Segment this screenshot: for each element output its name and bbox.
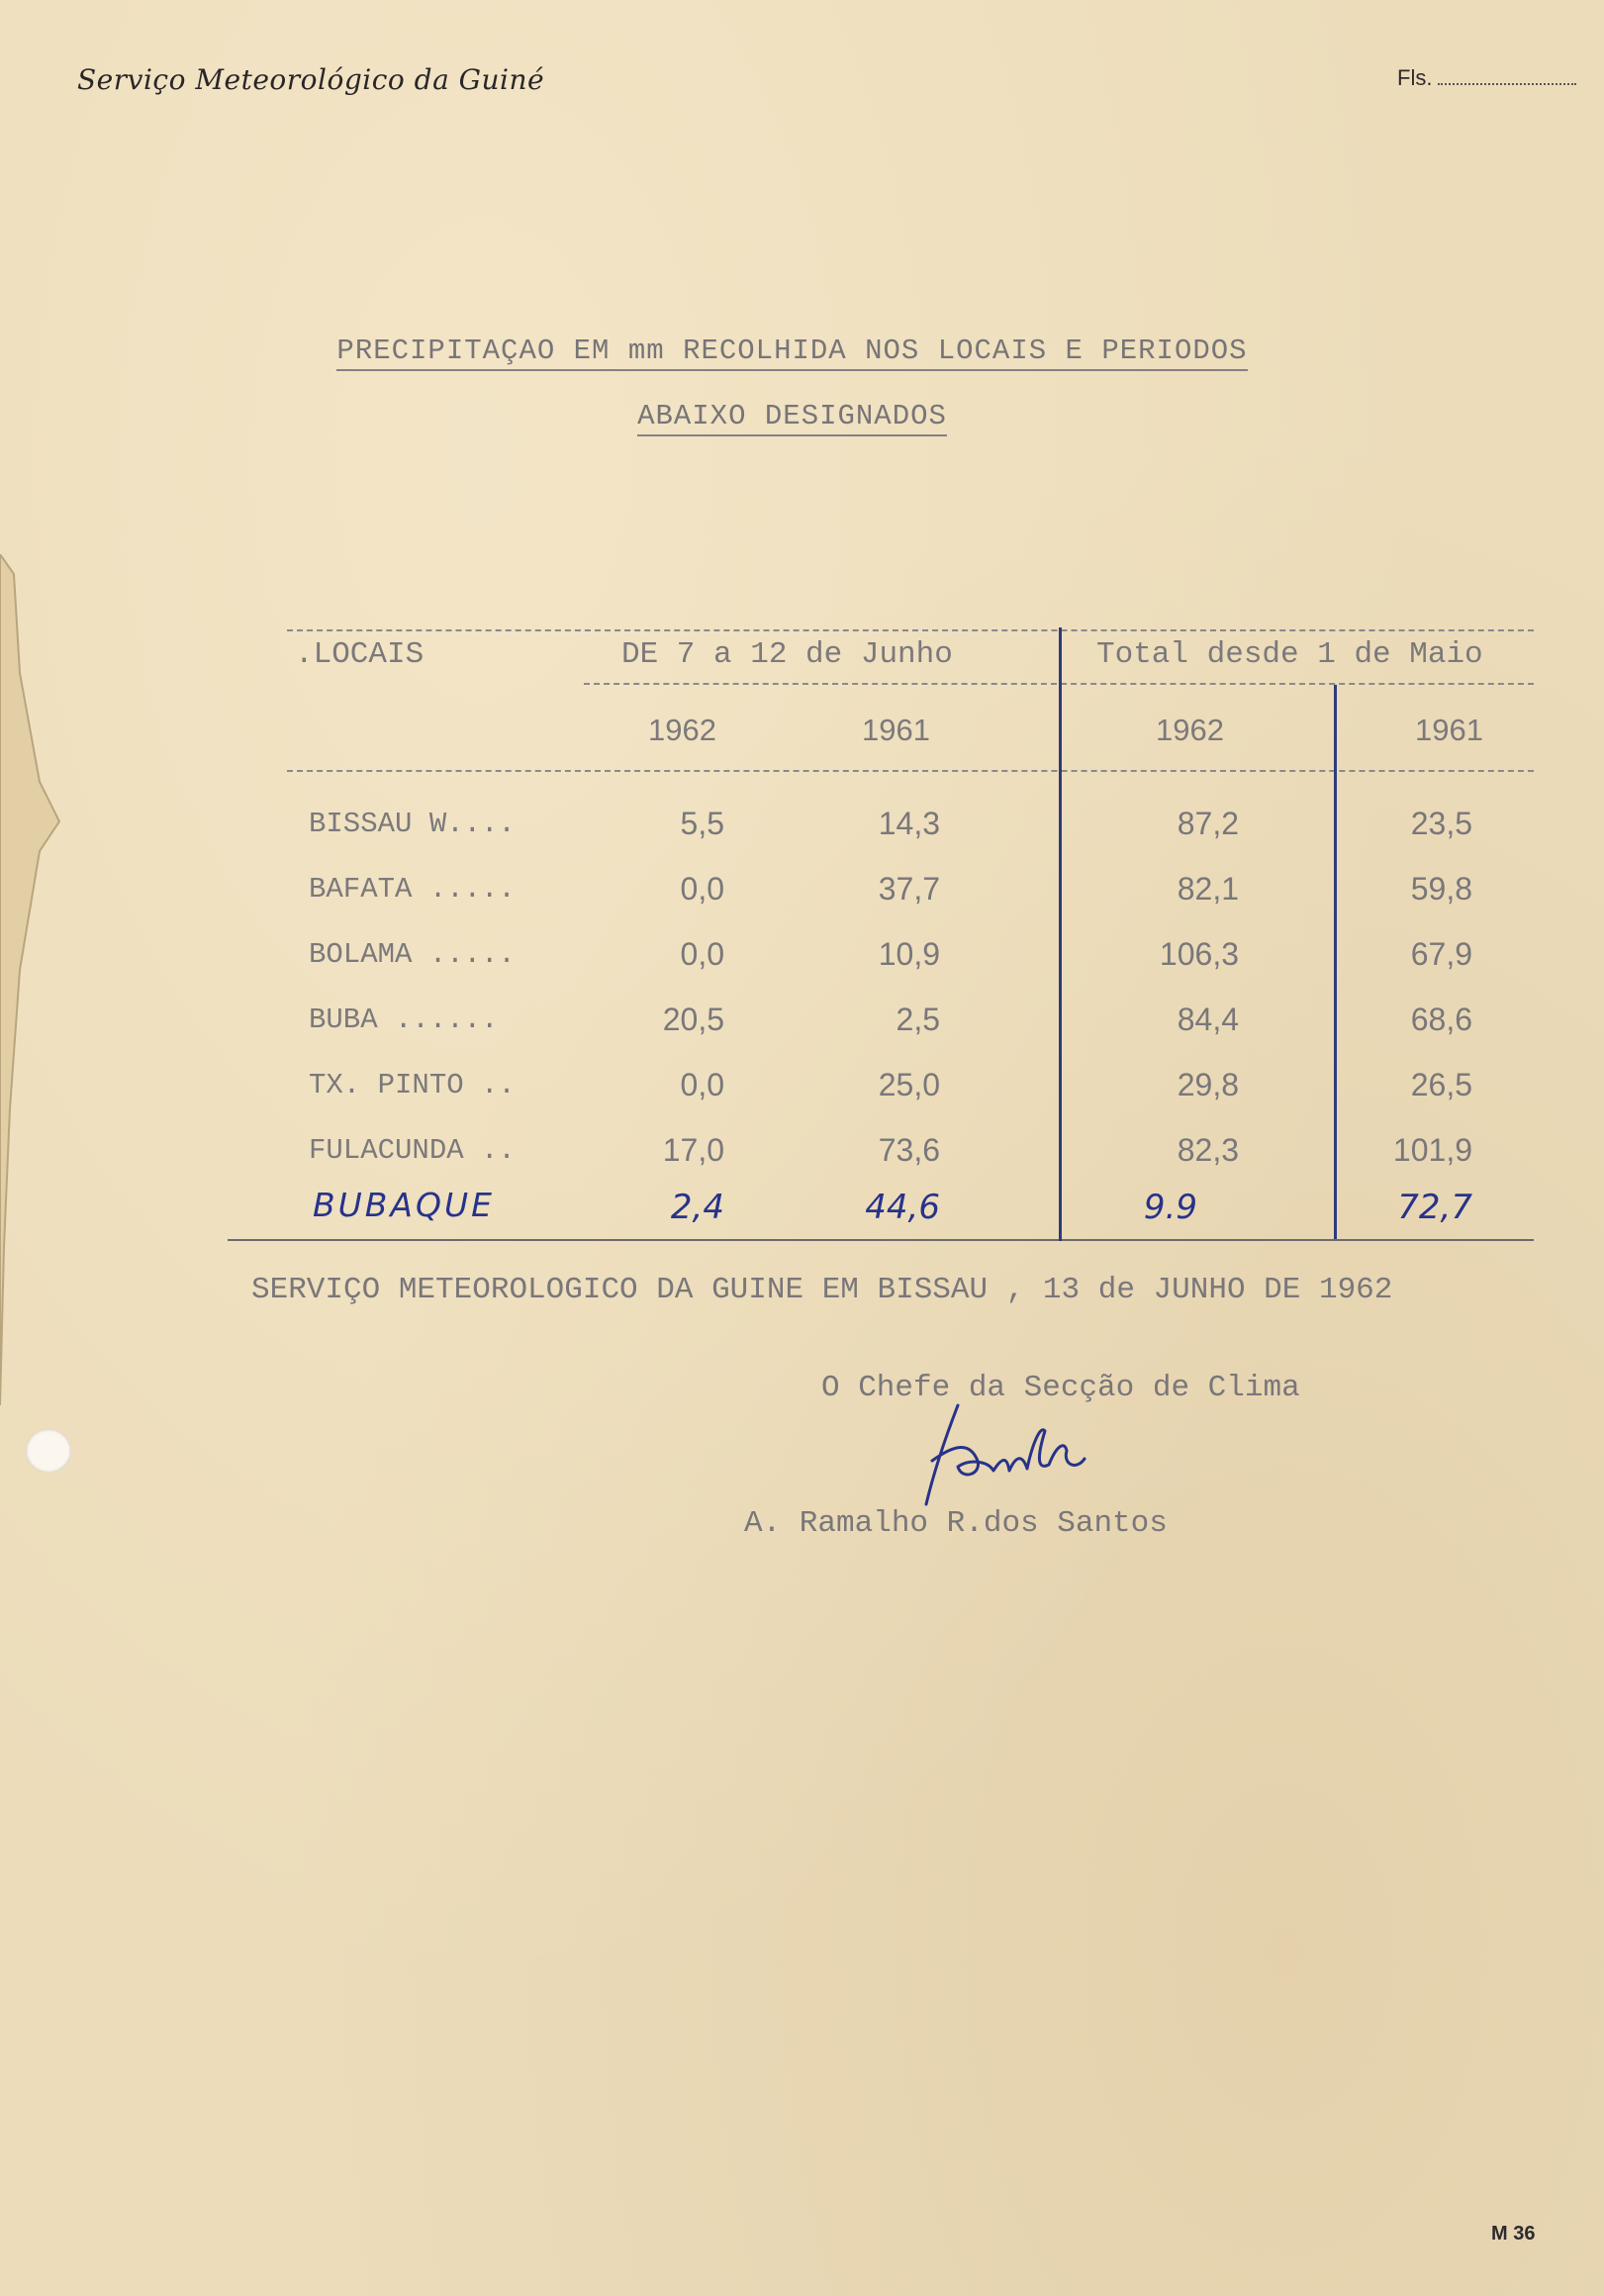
year-header: 1961 — [1415, 713, 1483, 747]
letterhead: Serviço Meteorológico da Guiné — [77, 63, 545, 96]
title-line1-text: PRECIPITAÇAO EM mm RECOLHIDA NOS LOCAIS E PERIODOS — [336, 335, 1247, 371]
header-total-may: Total desde 1 de Maio — [1096, 637, 1483, 672]
signatory-role: O Chefe da Secção de Clima — [821, 1371, 1300, 1405]
value-cell: 10,9 — [878, 936, 940, 972]
value-cell: 0,0 — [680, 1067, 724, 1102]
station-label: TX. PINTO .. — [309, 1069, 516, 1101]
value-cell: 68,6 — [1410, 1002, 1472, 1037]
punch-hole — [26, 1429, 71, 1473]
column-divider-total — [1059, 627, 1062, 1241]
value-cell: 87,2 — [1177, 806, 1239, 841]
handwritten-station-label: BUBAQUE — [313, 1186, 495, 1224]
value-cell: 37,7 — [878, 871, 940, 907]
value-cell: 106,3 — [1159, 936, 1239, 972]
header-bottom-rule — [287, 770, 1534, 772]
table-bottom-rule — [228, 1239, 1534, 1241]
issue-place-date: SERVIÇO METEOROLOGICO DA GUINE EM BISSAU , 13 de JUNHO DE 1962 — [251, 1273, 1393, 1307]
station-label: BISSAU W.... — [309, 808, 516, 840]
value-cell: 82,3 — [1177, 1132, 1239, 1168]
value-cell: 101,9 — [1392, 1132, 1472, 1168]
value-cell: 82,1 — [1177, 871, 1239, 907]
handwritten-value: 9.9 — [1143, 1188, 1197, 1227]
station-label: BOLAMA ..... — [309, 938, 516, 971]
folio-label: Fls. — [1397, 65, 1433, 90]
value-cell: 26,5 — [1410, 1067, 1472, 1102]
value-cell: 23,5 — [1410, 806, 1472, 841]
value-cell: 29,8 — [1177, 1067, 1239, 1102]
handwritten-value: 2,4 — [670, 1188, 724, 1227]
year-header: 1962 — [648, 713, 716, 747]
form-code: M 36 — [1491, 2223, 1536, 2245]
handwritten-signature — [918, 1401, 1156, 1510]
value-cell: 25,0 — [878, 1067, 940, 1102]
value-cell: 2,5 — [896, 1002, 940, 1037]
folio-blank-line — [1438, 65, 1576, 85]
station-label: FULACUNDA .. — [309, 1134, 516, 1167]
handwritten-value: 72,7 — [1397, 1188, 1472, 1227]
torn-edge-decoration — [0, 554, 69, 1405]
value-cell: 67,9 — [1410, 936, 1472, 972]
document-title-line1 — [0, 335, 1594, 367]
value-cell: 59,8 — [1410, 871, 1472, 907]
year-header: 1962 — [1156, 713, 1224, 747]
precipitation-table — [228, 614, 1554, 1247]
title-line2-text: ABAIXO DESIGNADOS — [637, 400, 947, 436]
value-cell: 17,0 — [662, 1132, 724, 1168]
value-cell: 0,0 — [680, 871, 724, 907]
value-cell: 84,4 — [1177, 1002, 1239, 1037]
folio-field — [1397, 65, 1576, 91]
value-cell: 20,5 — [662, 1002, 724, 1037]
document-title-line2 — [0, 400, 1594, 432]
value-cell: 5,5 — [680, 806, 724, 841]
value-cell: 0,0 — [680, 936, 724, 972]
station-label: BAFATA ..... — [309, 873, 516, 906]
year-header: 1961 — [862, 713, 930, 747]
header-period-june: DE 7 a 12 de Junho — [621, 637, 953, 672]
signatory-name: A. Ramalho R.dos Santos — [744, 1506, 1168, 1541]
value-cell: 73,6 — [878, 1132, 940, 1168]
handwritten-value: 44,6 — [865, 1188, 940, 1227]
value-cell: 14,3 — [878, 806, 940, 841]
header-locais: .LOCAIS — [295, 637, 425, 672]
table-top-rule — [287, 629, 1534, 631]
station-label: BUBA ...... — [309, 1004, 499, 1036]
